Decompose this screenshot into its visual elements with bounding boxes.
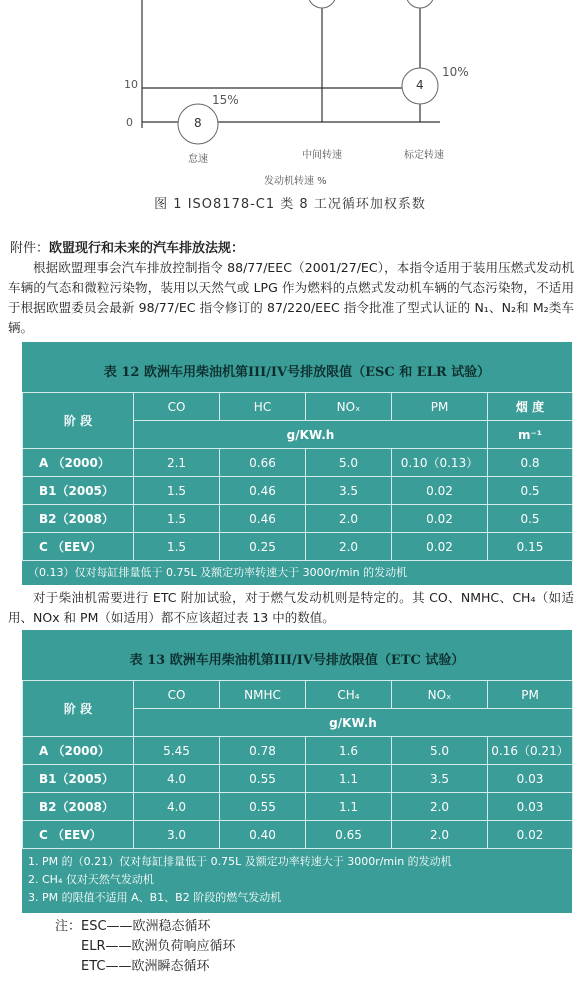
col-header: PM (488, 681, 573, 709)
table-13-title: 表 13 欧洲车用柴油机第III/IV号排放限值（ETC 试验） (129, 653, 465, 668)
table-row (23, 477, 573, 505)
table-13-grid (22, 680, 573, 849)
stage-cell: A （2000） (23, 449, 134, 477)
paragraph-intro: 根据欧盟理事会汽车排放控制指令 88/77/EEC（2001/27/EC），本指令适用于装用压燃式发动机车辆的气态和微粒污染物，装用以天然气或 LPG 作为燃料的点燃式发动机车辆的气态污染物，不适用于根据欧盟委员会最新 98/77/EC 指令修订的 87/220/EEC 指令批准了型式认证的 N₁、N₂和 M₂类车辆。 (8, 260, 574, 335)
unit-label: g/KW.h (134, 421, 488, 449)
table-row (23, 765, 573, 793)
value-cell: 0.5 (488, 505, 573, 533)
pct-10: 10% (442, 65, 469, 79)
value-cell: 1.5 (134, 477, 220, 505)
table-12-grid (22, 392, 573, 561)
col-header: 烟 度 (488, 393, 573, 421)
col-header: NOₓ (392, 681, 488, 709)
col-header: HC (220, 393, 306, 421)
table-12-note: （0.13）仅对每缸排量低于 0.75L 及额定功率转速大于 3000r/min 的发动机 (28, 566, 408, 579)
value-cell: 0.25 (220, 533, 306, 561)
value-cell: 5.0 (306, 449, 392, 477)
col-header: NMHC (220, 681, 306, 709)
node-8-label: 8 (194, 116, 202, 130)
appendix-title: 欧盟现行和未来的汽车排放法规： (49, 241, 245, 256)
value-cell: 0.66 (220, 449, 306, 477)
value-cell: 1.5 (134, 505, 220, 533)
value-cell: 0.5 (488, 477, 573, 505)
value-cell: 0.03 (488, 793, 573, 821)
stage-cell: A （2000） (23, 737, 134, 765)
table-13-header-row (23, 681, 573, 709)
paragraph-etc: 对于柴油机需要进行 ETC 附加试验，对于燃气发动机则是特定的。其 CO、NMHC、CH₄（如适用、NOx 和 PM（如适用）都不应该超过表 13 中的数值。 (8, 590, 574, 625)
figure-caption: 图 1 ISO8178-C1 类 8 工况循环加权系数 (154, 197, 426, 212)
table-row (23, 737, 573, 765)
value-cell: 2.0 (392, 793, 488, 821)
value-cell: 0.8 (488, 449, 573, 477)
appendix-heading (10, 237, 244, 256)
value-cell: 0.55 (220, 793, 306, 821)
table-row (23, 821, 573, 849)
value-cell: 5.45 (134, 737, 220, 765)
legend-elr: ELR——欧洲负荷响应循环 (81, 939, 236, 954)
value-cell: 1.6 (306, 737, 392, 765)
col-header: CO (134, 393, 220, 421)
y-tick-0: 0 (126, 116, 133, 129)
value-cell: 1.1 (306, 765, 392, 793)
value-cell: 0.02 (392, 505, 488, 533)
smoke-unit: m⁻¹ (488, 421, 573, 449)
value-cell: 5.0 (392, 737, 488, 765)
table-row (23, 533, 573, 561)
note-line: 3. PM 的限值不适用 A、B1、B2 阶段的燃气发动机 (28, 891, 282, 904)
x-label-rated: 标定转速 (404, 150, 444, 161)
legend-esc: 注：ESC——欧洲稳态循环 (55, 919, 211, 934)
value-cell: 4.0 (134, 765, 220, 793)
table-13-notes (22, 849, 572, 913)
value-cell: 2.0 (306, 533, 392, 561)
col-header: CO (134, 681, 220, 709)
value-cell: 0.03 (488, 765, 573, 793)
stage-cell: B1（2005） (23, 477, 134, 505)
value-cell: 2.1 (134, 449, 220, 477)
value-cell: 4.0 (134, 793, 220, 821)
unit-label: g/KW.h (134, 709, 573, 737)
value-cell: 3.5 (306, 477, 392, 505)
value-cell: 0.02 (392, 533, 488, 561)
value-cell: 0.15 (488, 533, 573, 561)
col-header: NOₓ (306, 393, 392, 421)
stage-header: 阶 段 (23, 681, 134, 737)
value-cell: 0.55 (220, 765, 306, 793)
value-cell: 0.16（0.21） (488, 737, 573, 765)
table-12 (22, 342, 572, 585)
note-line: 1. PM 的（0.21）仅对每缸排量低于 0.75L 及额定功率转速大于 3000r/min 的发动机 (28, 855, 452, 868)
legend-etc: ETC——欧洲瞬态循环 (81, 959, 210, 974)
node-top-mid (308, 0, 336, 8)
value-cell: 3.5 (392, 765, 488, 793)
value-cell: 0.46 (220, 505, 306, 533)
figure (0, 0, 580, 225)
node-4-label: 4 (416, 78, 424, 92)
abbreviation-legend (55, 917, 236, 977)
stage-cell: C （EEV） (23, 821, 134, 849)
table-row (23, 505, 573, 533)
value-cell: 0.02 (392, 477, 488, 505)
table-12-title: 表 12 欧洲车用柴油机第III/IV号排放限值（ESC 和 ELR 试验） (103, 365, 491, 380)
table-12-header-row (23, 393, 573, 421)
value-cell: 0.78 (220, 737, 306, 765)
value-cell: 0.10（0.13） (392, 449, 488, 477)
table-row (23, 793, 573, 821)
cycle-diagram (0, 0, 580, 190)
stage-cell: B2（2008） (23, 505, 134, 533)
value-cell: 2.0 (306, 505, 392, 533)
value-cell: 1.1 (306, 793, 392, 821)
stage-cell: B2（2008） (23, 793, 134, 821)
value-cell: 1.5 (134, 533, 220, 561)
col-header: CH₄ (306, 681, 392, 709)
stage-cell: B1（2005） (23, 765, 134, 793)
x-label-idle: 怠速 (188, 154, 208, 165)
y-tick-10: 10 (124, 78, 138, 91)
x-axis-label: 发动机转速 % (264, 176, 327, 187)
pct-15: 15% (212, 93, 239, 107)
x-label-mid: 中间转速 (302, 150, 342, 161)
value-cell: 2.0 (392, 821, 488, 849)
node-top-rated (406, 0, 434, 8)
value-cell: 0.46 (220, 477, 306, 505)
table-13 (22, 630, 572, 913)
appendix-prefix: 附件： (10, 241, 50, 256)
stage-header: 阶 段 (23, 393, 134, 449)
table-row (23, 449, 573, 477)
value-cell: 3.0 (134, 821, 220, 849)
value-cell: 0.65 (306, 821, 392, 849)
note-line: 2. CH₄ 仅对天然气发动机 (28, 873, 154, 886)
stage-cell: C （EEV） (23, 533, 134, 561)
col-header: PM (392, 393, 488, 421)
value-cell: 0.02 (488, 821, 573, 849)
value-cell: 0.40 (220, 821, 306, 849)
